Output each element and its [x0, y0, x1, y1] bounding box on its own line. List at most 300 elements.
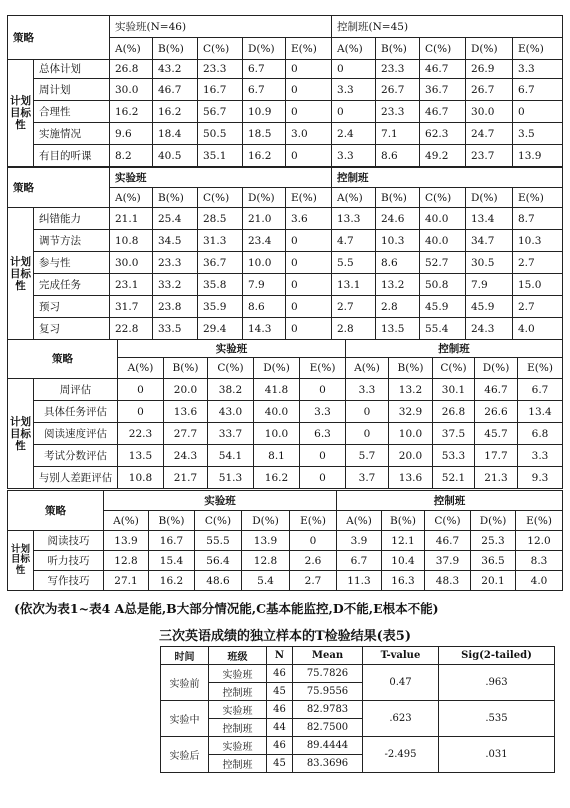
cell: 62.3: [420, 123, 466, 145]
cell: 23.3: [376, 101, 420, 123]
col-header: A(%): [110, 38, 153, 60]
cell: 30.0: [110, 79, 153, 101]
t-value-cell: 0.47: [363, 665, 439, 701]
col-header: E(%): [518, 358, 563, 379]
cell: 30.5: [466, 252, 513, 274]
cell: 35.9: [198, 296, 243, 318]
col-header: C(%): [420, 188, 466, 208]
cell: 26.8: [433, 401, 475, 423]
cell: 9.3: [518, 467, 563, 489]
header-t-value: T-value: [363, 647, 439, 665]
cell: 6.7: [518, 379, 563, 401]
cell: 16.3: [382, 571, 425, 591]
cell: 0: [118, 401, 164, 423]
control-class-header: 控制班: [337, 491, 563, 511]
cell: 22.3: [118, 423, 164, 445]
cell: 0: [300, 467, 346, 489]
table-4-skills: [7, 490, 563, 591]
cell: 3.3: [513, 60, 563, 79]
table-row: [8, 401, 563, 423]
cell: 16.2: [110, 101, 153, 123]
cell: 26.9: [466, 60, 513, 79]
cell: 21.7: [164, 467, 208, 489]
cell: 21.1: [110, 208, 153, 230]
n-cell: 45: [267, 755, 293, 773]
cell: 2.7: [290, 571, 337, 591]
cell: 29.4: [198, 318, 243, 340]
cell: 13.6: [389, 467, 433, 489]
col-header: B(%): [376, 188, 420, 208]
table-row: [8, 101, 563, 123]
class-cell: 控制班: [209, 755, 267, 773]
table-row: [8, 571, 563, 591]
col-header: D(%): [254, 358, 300, 379]
cell: 15.0: [513, 274, 563, 296]
row-label: 听力技巧: [34, 551, 104, 571]
cell: 3.3: [332, 79, 376, 101]
table-row: [8, 252, 563, 274]
cell: 3.0: [286, 123, 332, 145]
cell: 0: [332, 101, 376, 123]
n-cell: 46: [267, 665, 293, 683]
col-header: E(%): [300, 358, 346, 379]
cell: 10.3: [513, 230, 563, 252]
cell: 0: [286, 318, 332, 340]
mean-cell: 89.4444: [293, 737, 363, 755]
col-header: A(%): [332, 38, 376, 60]
experimental-class-header: 实验班: [110, 168, 332, 188]
table-row: [8, 230, 563, 252]
cell: 34.7: [466, 230, 513, 252]
col-header: C(%): [198, 38, 243, 60]
cell: 0: [286, 252, 332, 274]
cell: 37.5: [433, 423, 475, 445]
col-header: B(%): [149, 511, 195, 531]
cell: 27.7: [164, 423, 208, 445]
cell: 27.1: [104, 571, 149, 591]
row-label: 复习: [34, 318, 110, 340]
table-5-t-test: [160, 646, 555, 773]
cell: 30.0: [466, 101, 513, 123]
cell: 0: [332, 60, 376, 79]
cell: 26.6: [475, 401, 518, 423]
row-label: 实施情况: [34, 123, 110, 145]
row-label: 预习: [34, 296, 110, 318]
table-row: [8, 531, 563, 551]
cell: 36.5: [471, 551, 516, 571]
cell: 12.1: [382, 531, 425, 551]
table-row: [8, 318, 563, 340]
col-header: D(%): [242, 511, 290, 531]
class-cell: 控制班: [209, 719, 267, 737]
col-header: A(%): [104, 511, 149, 531]
cell: 24.7: [466, 123, 513, 145]
cell: 56.4: [195, 551, 242, 571]
sig-cell: .031: [439, 737, 555, 773]
cell: 13.5: [376, 318, 420, 340]
col-header: B(%): [382, 511, 425, 531]
row-label: 总体计划: [34, 60, 110, 79]
cell: 24.3: [164, 445, 208, 467]
row-label: 完成任务: [34, 274, 110, 296]
group-label-text: 计划目标性: [10, 95, 31, 131]
col-header: C(%): [198, 188, 243, 208]
cell: 37.9: [425, 551, 471, 571]
cell: 46.7: [420, 101, 466, 123]
cell: 6.7: [513, 79, 563, 101]
col-header: A(%): [110, 188, 153, 208]
col-header: D(%): [475, 358, 518, 379]
cell: 0: [300, 445, 346, 467]
group-label: [8, 379, 34, 489]
cell: 10.0: [243, 252, 286, 274]
cell: 35.1: [198, 145, 243, 167]
group-label: [8, 531, 34, 591]
cell: 55.5: [195, 531, 242, 551]
cell: 50.8: [420, 274, 466, 296]
row-label: 周计划: [34, 79, 110, 101]
strategy-header: 策略: [8, 168, 110, 208]
cell: 16.2: [149, 571, 195, 591]
cell: 45.9: [466, 296, 513, 318]
cell: 10.0: [254, 423, 300, 445]
cell: 54.1: [208, 445, 254, 467]
cell: 24.6: [376, 208, 420, 230]
time-cell: 实验前: [161, 665, 209, 701]
col-header: D(%): [471, 511, 516, 531]
time-cell: 实验后: [161, 737, 209, 773]
cell: 2.8: [376, 296, 420, 318]
cell: 14.3: [243, 318, 286, 340]
cell: 0: [513, 101, 563, 123]
cell: 13.1: [332, 274, 376, 296]
cell: 4.0: [516, 571, 563, 591]
class-cell: 控制班: [209, 683, 267, 701]
cell: 40.0: [254, 401, 300, 423]
cell: 23.7: [466, 145, 513, 167]
t-value-cell: -2.495: [363, 737, 439, 773]
table-row: [161, 701, 555, 719]
col-header: A(%): [332, 188, 376, 208]
cell: 2.7: [332, 296, 376, 318]
cell: 0: [118, 379, 164, 401]
cell: 3.5: [513, 123, 563, 145]
cell: 46.7: [420, 60, 466, 79]
col-header: B(%): [389, 358, 433, 379]
table-row: [8, 423, 563, 445]
cell: 12.0: [516, 531, 563, 551]
cell: 33.7: [208, 423, 254, 445]
cell: 10.8: [118, 467, 164, 489]
cell: 33.2: [153, 274, 198, 296]
control-class-header: 控制班: [346, 340, 563, 358]
cell: 3.3: [346, 379, 389, 401]
cell: 13.4: [518, 401, 563, 423]
cell: 38.2: [208, 379, 254, 401]
cell: 0: [286, 274, 332, 296]
header-sig: Sig(2-tailed): [439, 647, 555, 665]
group-label: [8, 208, 34, 340]
mean-cell: 82.7500: [293, 719, 363, 737]
mean-cell: 75.9556: [293, 683, 363, 701]
cell: 13.9: [242, 531, 290, 551]
table-5-title: 三次英语成绩的独立样本的T检验结果(表5): [158, 629, 412, 644]
header-time: 时间: [161, 647, 209, 665]
cell: 8.3: [516, 551, 563, 571]
cell: 0: [286, 60, 332, 79]
cell: 8.6: [376, 252, 420, 274]
col-header: C(%): [433, 358, 475, 379]
cell: 16.2: [153, 101, 198, 123]
cell: 35.8: [198, 274, 243, 296]
cell: 55.4: [420, 318, 466, 340]
col-header: E(%): [286, 188, 332, 208]
cell: 13.5: [118, 445, 164, 467]
mean-cell: 82.9783: [293, 701, 363, 719]
row-label: 写作技巧: [34, 571, 104, 591]
cell: 10.4: [382, 551, 425, 571]
legend-note: (依次为表1~表4 A总是能,B大部分情况能,C基本能监控,D不能,E根本不能): [14, 601, 439, 616]
col-header: C(%): [208, 358, 254, 379]
cell: 7.9: [243, 274, 286, 296]
cell: 2.8: [332, 318, 376, 340]
cell: 0: [286, 230, 332, 252]
class-cell: 实验班: [209, 737, 267, 755]
sig-cell: .963: [439, 665, 555, 701]
col-header: B(%): [164, 358, 208, 379]
group-label-text: 计划目标性: [10, 255, 31, 292]
cell: 20.0: [389, 445, 433, 467]
group-label-text: 计划目标性: [10, 415, 31, 452]
cell: 2.4: [332, 123, 376, 145]
cell: 13.2: [389, 379, 433, 401]
table-row: [8, 208, 563, 230]
table-row: [8, 467, 563, 489]
n-cell: 46: [267, 701, 293, 719]
cell: 46.7: [153, 79, 198, 101]
header-class: 班级: [209, 647, 267, 665]
cell: 2.6: [290, 551, 337, 571]
cell: 21.0: [243, 208, 286, 230]
cell: 53.3: [433, 445, 475, 467]
cell: 2.7: [513, 252, 563, 274]
cell: 10.9: [243, 101, 286, 123]
cell: 10.0: [389, 423, 433, 445]
table-3-evaluation: [7, 339, 563, 489]
group-label: [8, 60, 34, 167]
cell: 30.0: [110, 252, 153, 274]
cell: 40.0: [420, 230, 466, 252]
cell: 45.7: [475, 423, 518, 445]
cell: 16.7: [149, 531, 195, 551]
cell: 18.4: [153, 123, 198, 145]
cell: 36.7: [420, 79, 466, 101]
cell: 5.5: [332, 252, 376, 274]
cell: 3.7: [346, 467, 389, 489]
cell: 3.6: [286, 208, 332, 230]
col-header: E(%): [513, 38, 563, 60]
cell: 13.3: [332, 208, 376, 230]
cell: 52.7: [420, 252, 466, 274]
col-header: E(%): [286, 38, 332, 60]
row-label: 周评估: [34, 379, 118, 401]
cell: 41.8: [254, 379, 300, 401]
strategy-header: 策略: [8, 340, 118, 379]
col-header: D(%): [466, 38, 513, 60]
row-label: 参与性: [34, 252, 110, 274]
class-cell: 实验班: [209, 701, 267, 719]
cell: 23.8: [153, 296, 198, 318]
cell: 4.0: [513, 318, 563, 340]
col-header: E(%): [516, 511, 563, 531]
cell: 3.3: [300, 401, 346, 423]
cell: 0: [286, 145, 332, 167]
cell: 10.3: [376, 230, 420, 252]
cell: 10.8: [110, 230, 153, 252]
cell: 30.1: [433, 379, 475, 401]
cell: 7.9: [466, 274, 513, 296]
row-label: 有目的听课: [34, 145, 110, 167]
cell: 25.4: [153, 208, 198, 230]
strategy-header: 策略: [8, 491, 104, 531]
cell: 16.7: [198, 79, 243, 101]
cell: 31.7: [110, 296, 153, 318]
cell: 22.8: [110, 318, 153, 340]
cell: 0: [286, 296, 332, 318]
row-label: 具体任务评估: [34, 401, 118, 423]
cell: 13.6: [164, 401, 208, 423]
header-n: N: [267, 647, 293, 665]
cell: 34.5: [153, 230, 198, 252]
cell: 0: [286, 101, 332, 123]
experimental-class-header: 实验班(N=46): [110, 16, 332, 38]
n-cell: 45: [267, 683, 293, 701]
cell: 21.3: [475, 467, 518, 489]
cell: 49.2: [420, 145, 466, 167]
control-class-header: 控制班: [332, 168, 563, 188]
header-mean: Mean: [293, 647, 363, 665]
cell: 15.4: [149, 551, 195, 571]
col-header: D(%): [466, 188, 513, 208]
cell: 13.4: [466, 208, 513, 230]
cell: 13.9: [104, 531, 149, 551]
col-header: C(%): [425, 511, 471, 531]
n-cell: 46: [267, 737, 293, 755]
table-row: [8, 60, 563, 79]
strategy-header: 策略: [8, 16, 110, 60]
cell: 17.7: [475, 445, 518, 467]
cell: 46.7: [425, 531, 471, 551]
cell: 7.1: [376, 123, 420, 145]
cell: 4.7: [332, 230, 376, 252]
table-row: [161, 737, 555, 755]
cell: 20.0: [164, 379, 208, 401]
cell: 0: [300, 379, 346, 401]
cell: 8.6: [376, 145, 420, 167]
col-header: A(%): [337, 511, 382, 531]
control-class-header: 控制班(N=45): [332, 16, 563, 38]
cell: 23.3: [153, 252, 198, 274]
col-header: C(%): [195, 511, 242, 531]
cell: 23.3: [376, 60, 420, 79]
class-cell: 实验班: [209, 665, 267, 683]
cell: 8.1: [254, 445, 300, 467]
cell: 0: [346, 423, 389, 445]
mean-cell: 83.3696: [293, 755, 363, 773]
cell: 50.5: [198, 123, 243, 145]
table-row: [161, 665, 555, 683]
cell: 40.5: [153, 145, 198, 167]
table-row: [8, 379, 563, 401]
col-header: E(%): [513, 188, 563, 208]
cell: 56.7: [198, 101, 243, 123]
cell: 24.3: [466, 318, 513, 340]
cell: 13.9: [513, 145, 563, 167]
cell: 33.5: [153, 318, 198, 340]
cell: 0: [286, 79, 332, 101]
cell: 6.3: [300, 423, 346, 445]
cell: 36.7: [198, 252, 243, 274]
cell: 8.6: [243, 296, 286, 318]
table-1-plan-goals: [7, 15, 563, 167]
cell: 8.2: [110, 145, 153, 167]
col-header: B(%): [153, 188, 198, 208]
cell: 3.9: [337, 531, 382, 551]
cell: 13.2: [376, 274, 420, 296]
cell: 20.1: [471, 571, 516, 591]
n-cell: 44: [267, 719, 293, 737]
table-row: [8, 274, 563, 296]
cell: 12.8: [242, 551, 290, 571]
table-row: [8, 123, 563, 145]
row-label: 与别人差距评估: [34, 467, 118, 489]
cell: 0: [346, 401, 389, 423]
cell: 5.7: [346, 445, 389, 467]
cell: 23.3: [198, 60, 243, 79]
cell: 48.3: [425, 571, 471, 591]
cell: 52.1: [433, 467, 475, 489]
table-2-monitoring: [7, 167, 563, 340]
cell: 48.6: [195, 571, 242, 591]
cell: 43.2: [153, 60, 198, 79]
col-header: D(%): [243, 188, 286, 208]
cell: 45.9: [420, 296, 466, 318]
row-label: 合理性: [34, 101, 110, 123]
cell: 16.2: [254, 467, 300, 489]
table-row: [8, 79, 563, 101]
cell: 6.7: [243, 60, 286, 79]
cell: 23.1: [110, 274, 153, 296]
cell: 9.6: [110, 123, 153, 145]
cell: 8.7: [513, 208, 563, 230]
col-header: A(%): [346, 358, 389, 379]
cell: 23.4: [243, 230, 286, 252]
col-header: D(%): [243, 38, 286, 60]
cell: 12.8: [104, 551, 149, 571]
time-cell: 实验中: [161, 701, 209, 737]
cell: 6.8: [518, 423, 563, 445]
table-row: [8, 145, 563, 167]
table-row: [8, 551, 563, 571]
cell: 31.3: [198, 230, 243, 252]
row-label: 纠错能力: [34, 208, 110, 230]
col-header: B(%): [376, 38, 420, 60]
cell: 43.0: [208, 401, 254, 423]
row-label: 阅读技巧: [34, 531, 104, 551]
cell: 0: [290, 531, 337, 551]
cell: 28.5: [198, 208, 243, 230]
group-label-text: 计划目标性: [10, 543, 30, 576]
